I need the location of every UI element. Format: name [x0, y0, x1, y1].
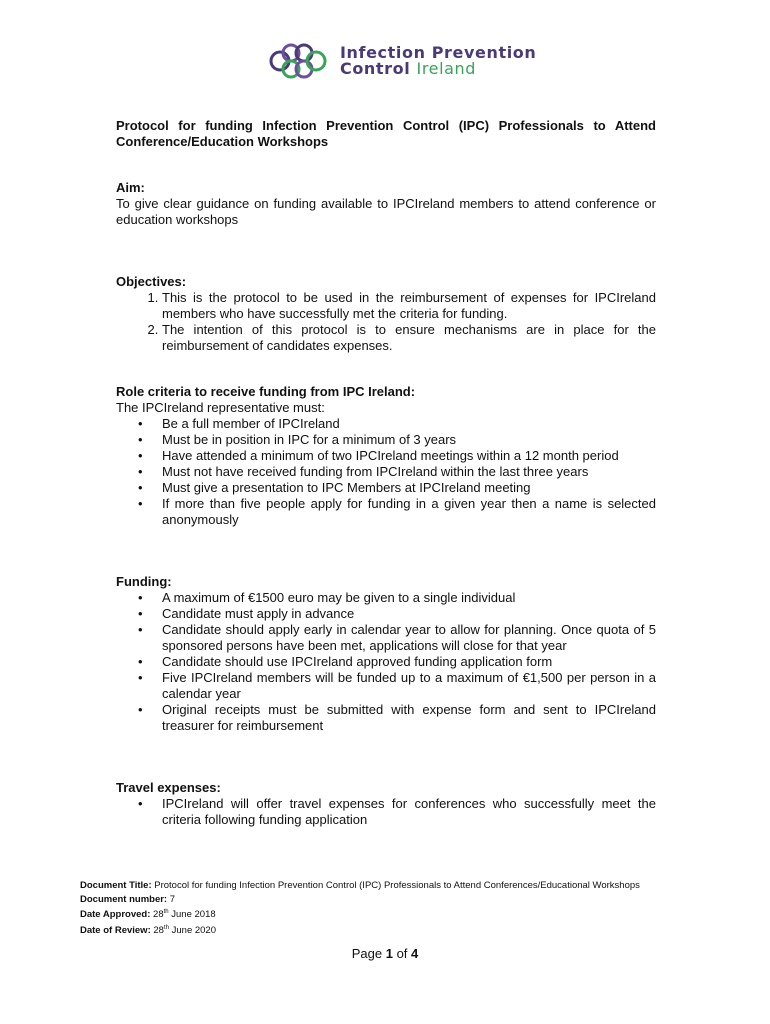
role-criteria-heading: Role criteria to receive funding from IPC Ireland: [116, 384, 416, 399]
funding-heading: Funding: [116, 574, 172, 589]
logo-line-1: Infection Prevention [340, 43, 537, 62]
linked-rings-logo-icon [266, 40, 332, 82]
document-title: Protocol for funding Infection Prevention Control (IPC) Professionals to Attend Conference/Education Workshops [116, 118, 656, 149]
footer-value: 28 [150, 909, 164, 921]
aim-text: To give clear guidance on funding available to IPCIreland members to attend conference or education workshops [116, 196, 656, 227]
role-criteria-list [116, 416, 656, 528]
list-item: • If more than five people apply for funding in a given year then a name is selected anonymously [162, 496, 656, 528]
footer-value: June 2018 [168, 909, 216, 921]
list-item: 1. This is the protocol to be used in the reimbursement of expenses for IPCIreland members who have successfully met the criteria for funding. [162, 290, 656, 322]
list-item: • Candidate should use IPCIreland approved funding application form [162, 654, 656, 670]
travel-expenses-list [116, 796, 656, 828]
list-item: • Original receipts must be submitted with expense form and sent to IPCIreland treasurer for reimbursement [162, 702, 656, 734]
page-total: 4 [411, 946, 419, 961]
footer-date-approved [80, 906, 680, 922]
document-footer [80, 879, 680, 937]
list-item: 2. The intention of this protocol is to ensure mechanisms are in place for the reimbursement of candidates expenses. [162, 322, 656, 354]
objectives-heading: Objectives: [116, 274, 187, 289]
list-item: • A maximum of €1500 euro may be given to a single individual [162, 590, 656, 606]
footer-value: June 2020 [168, 924, 216, 936]
page-number [0, 946, 770, 961]
footer-date-review [80, 922, 680, 938]
footer-label: Date Approved: [80, 909, 151, 921]
list-item: • Must be in position in IPC for a minimum of 3 years [162, 432, 656, 448]
list-item: • Have attended a minimum of two IPCIreland meetings within a 12 month period [162, 448, 656, 464]
page-of: of [392, 946, 412, 961]
page-current: 1 [385, 946, 393, 961]
logo-line-2 [340, 61, 536, 77]
logo-control-text: Control [340, 59, 417, 78]
list-item: • Must give a presentation to IPC Members at IPCIreland meeting [162, 480, 656, 496]
list-item: • Candidate should apply early in calendar year to allow for planning. Once quota of 5 sponsored persons have been met, applications will close for that year [162, 622, 656, 654]
list-item: • Be a full member of IPCIreland [162, 416, 656, 432]
footer-document-title [80, 879, 680, 893]
page-label: Page [351, 946, 386, 961]
role-criteria-intro: The IPCIreland representative must: [116, 400, 325, 415]
footer-document-number [80, 893, 680, 907]
footer-value: 28 [150, 924, 164, 936]
list-item: • IPCIreland will offer travel expenses for conferences who successfully meet the criteria following funding application [162, 796, 656, 828]
footer-label: Document number: [80, 893, 168, 905]
list-item: • Candidate must apply in advance [162, 606, 656, 622]
footer-value-sup: th [163, 924, 169, 931]
travel-expenses-heading: Travel expenses: [116, 780, 221, 795]
document-body [116, 118, 656, 828]
footer-value-sup: th [163, 909, 169, 915]
logo-ireland-text: Ireland [416, 59, 477, 78]
logo-wordmark [340, 45, 536, 77]
aim-heading: Aim: [116, 180, 145, 195]
list-item: • Must not have received funding from IPCIreland within the last three years [162, 464, 656, 480]
objectives-list [116, 290, 656, 354]
footer-label: Document Title: [80, 880, 152, 891]
list-item: • Five IPCIreland members will be funded up to a maximum of €1,500 per person in a calendar year [162, 670, 656, 702]
funding-list [116, 590, 656, 734]
ipc-ireland-logo [266, 40, 536, 82]
footer-value: Protocol for funding Infection Prevention Control (IPC) Professionals to Attend Conferences/Educational Workshops [151, 880, 640, 891]
footer-label: Date of Review: [80, 924, 151, 936]
footer-value: 7 [167, 893, 176, 905]
